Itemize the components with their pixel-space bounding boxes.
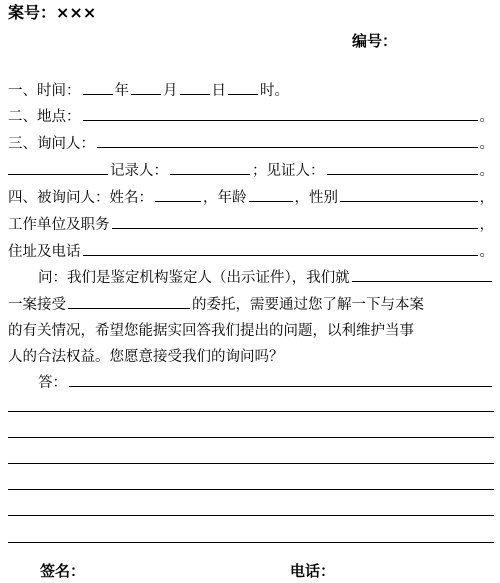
recorder-blank[interactable] [170,174,250,175]
inquirer-blank-2[interactable] [8,174,108,175]
answer-blank[interactable] [69,386,492,387]
question-text-4: 人的合法权益。您愿意接受我们的询问吗？ [8,349,284,365]
question-line-4 [8,344,494,366]
answer-line[interactable] [8,411,494,412]
answer-label: 答： [38,375,67,391]
month-blank[interactable] [131,94,161,95]
answer-line[interactable] [8,515,494,516]
day-label: 日 [211,83,226,99]
age-label: ，年龄 [203,190,247,206]
work-row [8,212,494,234]
place-end: 。 [479,109,494,125]
age-blank[interactable] [249,201,293,202]
recorder-row [8,158,494,180]
name-blank[interactable] [155,201,201,202]
year-label: 年 [114,83,129,99]
work-blank[interactable] [112,228,478,229]
case-number: 案号：××× [8,3,97,22]
subject-row [8,185,494,207]
question-line-1 [38,265,494,287]
signature-label: 签名： [40,562,86,580]
question-text-2b: 的委托，需要通过您了解一下与本案 [192,297,424,313]
subject-name-label: 四、被询问人：姓名： [8,190,153,206]
address-blank[interactable] [83,255,478,256]
recorder-label: 记录人： [110,163,168,179]
answer-line[interactable] [8,437,494,438]
question-line-2 [8,292,494,314]
question-text-2a: 一案接受 [8,297,66,313]
address-row [8,239,494,261]
day-blank[interactable] [180,94,210,95]
answer-line[interactable] [8,463,494,464]
answer-line[interactable] [8,489,494,490]
work-label: 工作单位及职务 [8,217,110,233]
inquirer-row [8,131,494,153]
month-label: 月 [163,83,178,99]
subject-end: ， [479,190,494,206]
place-row [8,104,494,126]
time-label: 一、时间： [8,83,81,99]
phone-label: 电话： [290,562,336,580]
gender-label: ，性别 [294,190,338,206]
answer-row [38,370,494,392]
question-text-3: 的有关情况，希望您能据实回答我们提出的问题，以利维护当事 [8,323,414,339]
address-label: 住址及电话 [8,244,81,260]
witness-blank[interactable] [327,174,478,175]
inquirer-blank[interactable] [97,147,478,148]
place-label: 二、地点： [8,109,81,125]
gender-blank[interactable] [340,201,478,202]
question-text-1: 问：我们是鉴定机构鉴定人（出示证件），我们就 [38,270,350,286]
recorder-sep: ； [252,163,267,179]
place-blank[interactable] [83,120,478,121]
witness-label: 见证人： [266,163,325,179]
hour-label: 时。 [260,83,289,99]
work-end: ， [479,217,494,233]
serial-number-label: 编号： [352,32,398,50]
inquirer-label: 三、询问人： [8,136,95,152]
client-blank[interactable] [68,308,190,309]
address-end: 。 [479,244,494,260]
answer-line[interactable] [8,542,494,543]
time-row [8,78,494,100]
year-blank[interactable] [83,94,113,95]
case-name-blank[interactable] [352,281,492,282]
inquirer-end: 。 [479,136,494,152]
hour-blank[interactable] [228,94,258,95]
question-line-3 [8,318,494,340]
recorder-end: 。 [479,163,494,179]
